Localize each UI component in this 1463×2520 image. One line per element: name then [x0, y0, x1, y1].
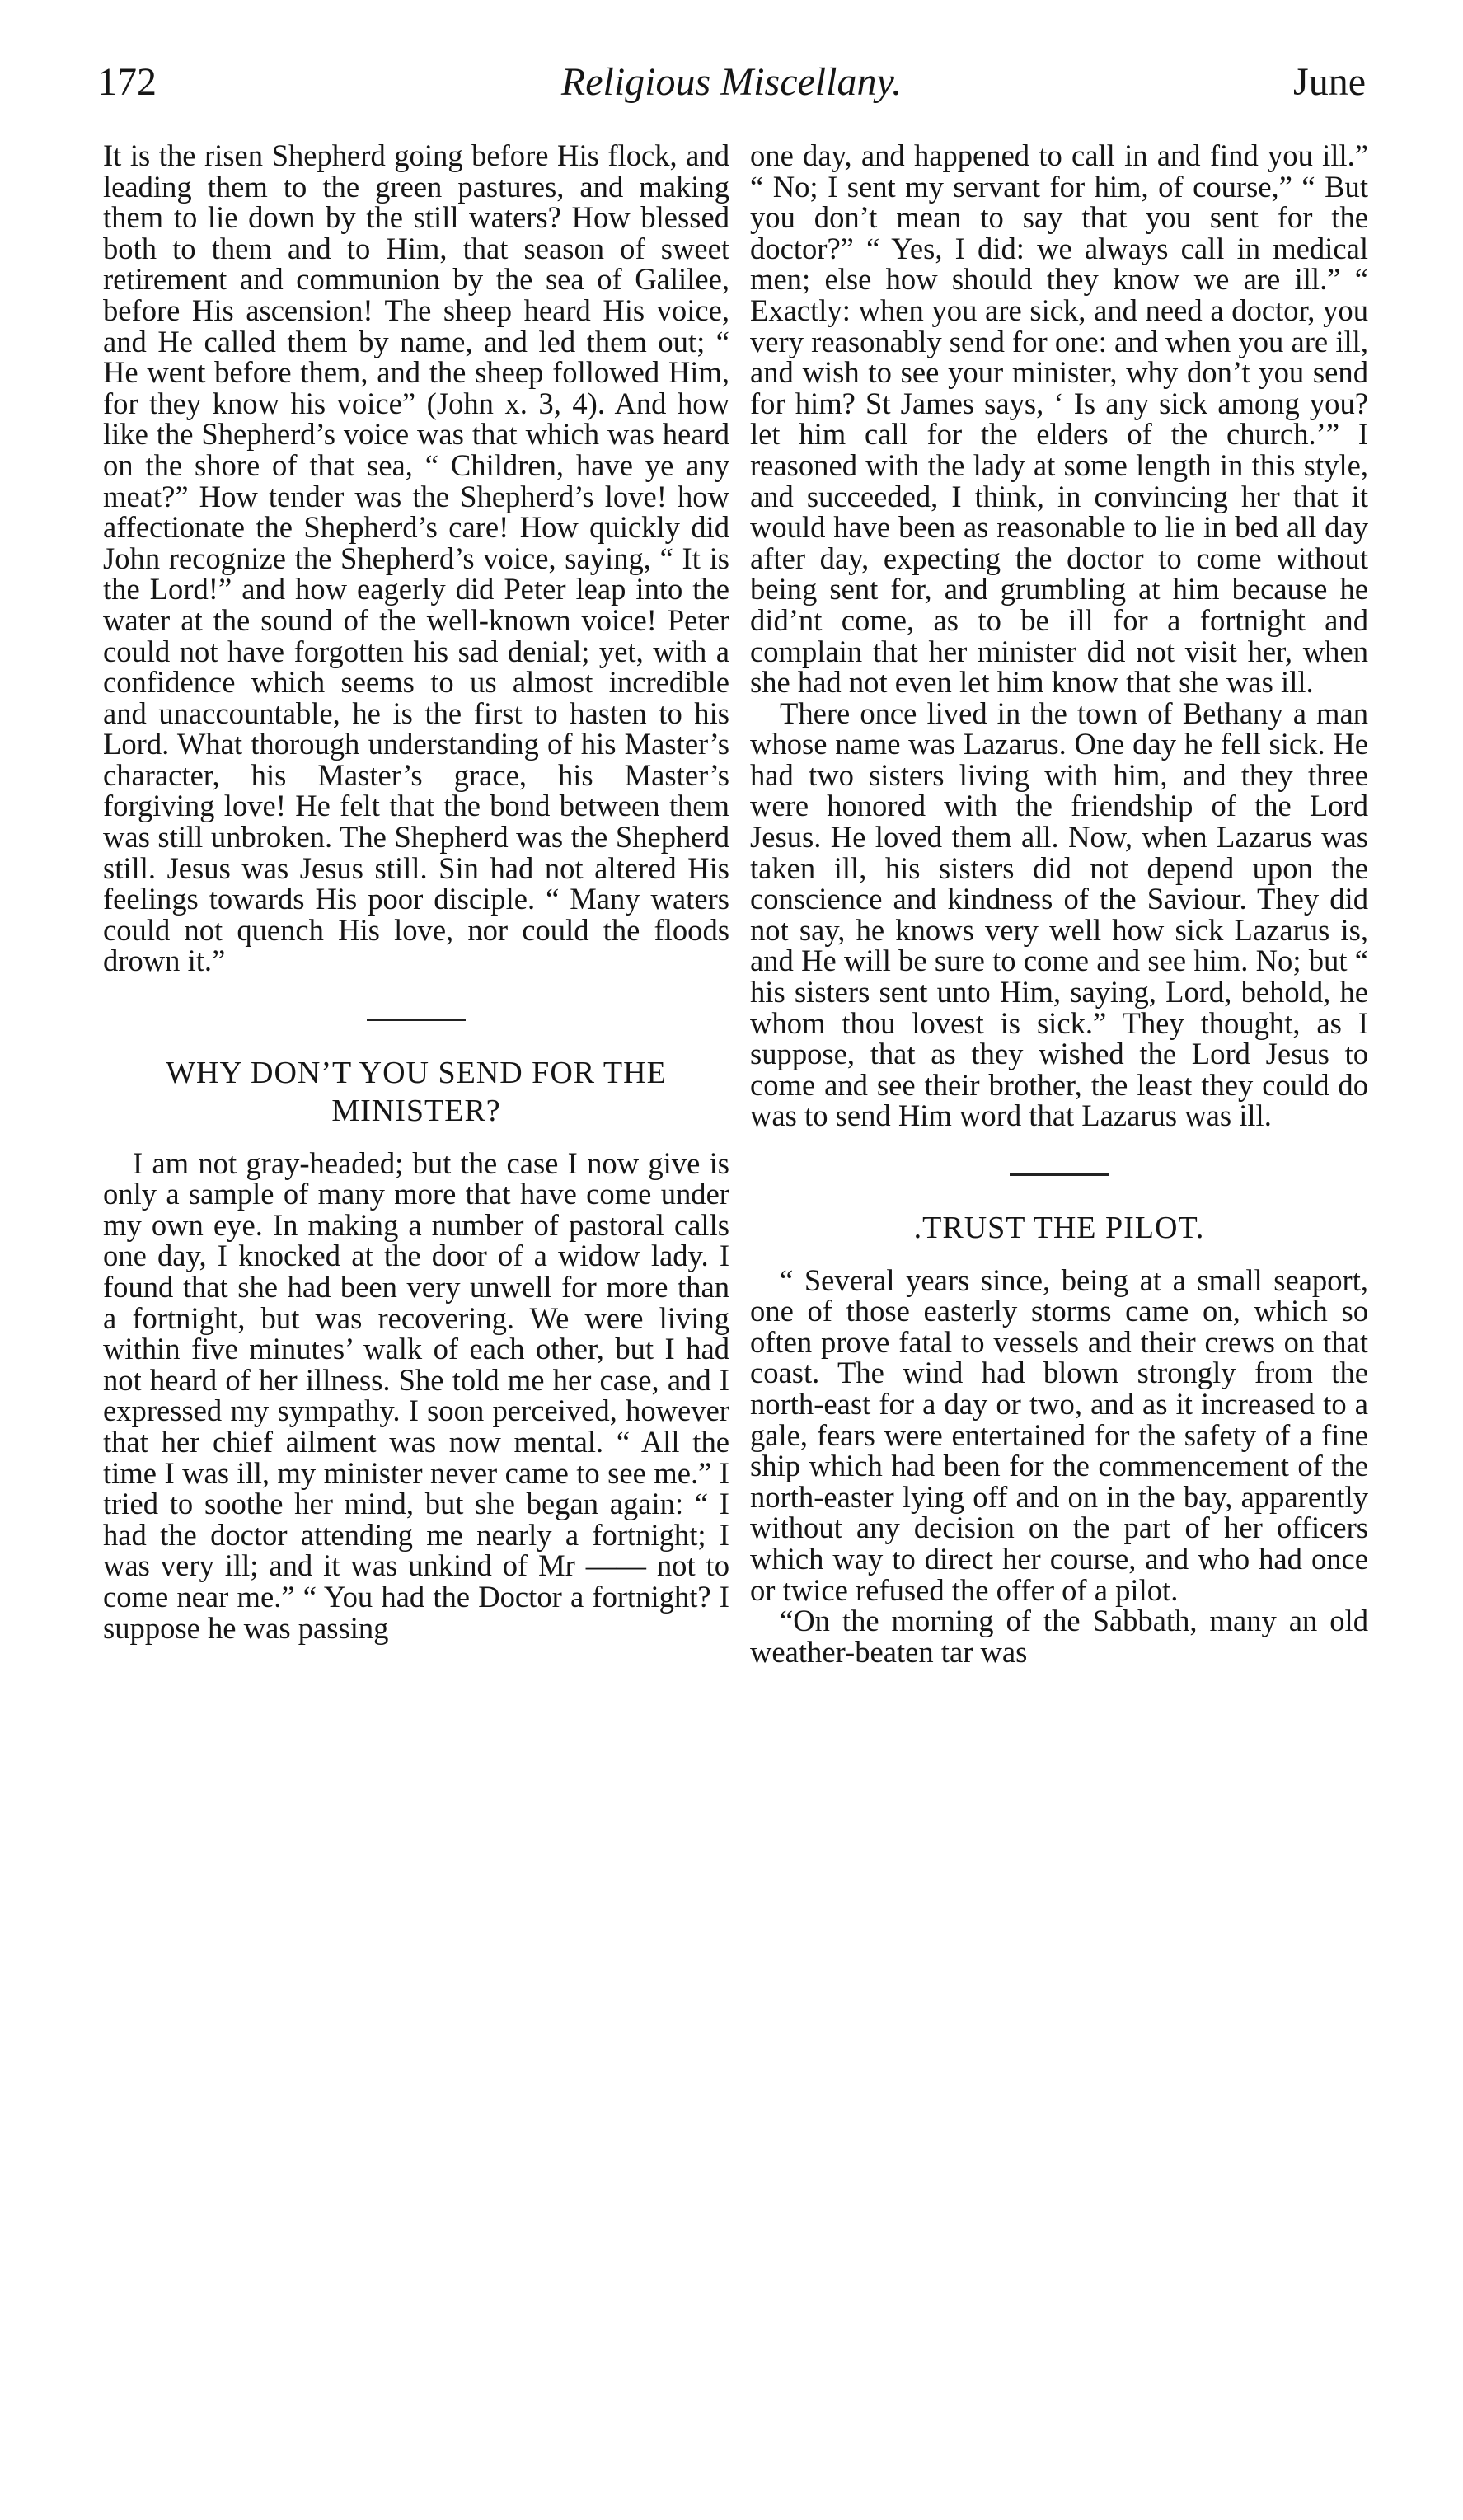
issue-month: June: [1293, 60, 1366, 104]
continued-paragraph: one day, and happened to call in and find you ill.” “ No; I sent my servant for him, of course,” “ But you don’t mean to say that you sent for the doctor?” “ Yes, I did: we always call in medical men; else how should they know we are ill.” “ Exactly: when you are sick, and need a doctor, you very reasonably send for one: and when you are ill, and wish to see your minister, why don’t you send for him? St James says, ‘ Is any sick among you? let him call for the elders of the church.’” I reasoned with the lady at some length in this style, and succeeded, I think, in convincing her that it would have been as reasonable to lie in bed all day after day, expecting the doctor to come without being sent for, and grumbling at him because he did’nt come, as to be ill for a fortnight and complain that her minister did not visit her, when she had not even let him know that she was ill.: [750, 138, 1368, 700]
divider-rule: [367, 1019, 466, 1021]
minister-paragraph: I am not gray-headed; but the case I now give is only a sample of many more that have come under my own eye. In making a number of pastoral calls one day, I knocked at the door of a widow lady. I found that she had been very unwell for more than a fortnight, but was recovering. We were living within five minutes’ walk of each other, but I had not heard of her illness. She told me her case, and I expressed my sympathy. I soon perceived, however that her chief ailment was now mental. “ All the time I was ill, my minister never came to see me.” I tried to soothe her mind, but she began again: “ I had the doctor attending me nearly a fortnight; I was very ill; and it was unkind of Mr —— not to come near me.” “ You had the Doctor a fortnight? I suppose he was passing: [103, 1145, 729, 1645]
article-heading-minister: WHY DON’T YOU SEND FOR THE MINISTER?: [166, 1055, 667, 1128]
article-heading-pilot: .TRUST THE PILOT.: [913, 1210, 1205, 1245]
running-head: [97, 49, 1366, 115]
pilot-paragraph: “ Several years since, being at a small seaport, one of those easterly storms came on, which so often prove fatal to vessels and their crews on that coast. The wind had blown strongly from the north-east for a day or two, and as it increased to a gale, fears were entertained for the safety of a fine ship which had been for the commencement of the north-easter lying off and on in the bay, apparently without any decision on the part of her officers which way to direct her course, and who had once or twice refused the offer of a pilot.: [750, 1262, 1368, 1607]
page-number: 172: [97, 60, 157, 104]
section-divider: [103, 1001, 729, 1033]
left-column: [103, 140, 729, 1643]
lazarus-paragraph: There once lived in the town of Bethany a man whose name was Lazarus. One day he fell sick. He had two sisters living with him, and they three were honored with the friendship of the Lord Jesus. He loved them all. Now, when Lazarus was taken ill, his sisters did not depend upon the conscience and kindness of the Saviour. They did not say, he knows very well how sick Lazarus is, and He will be sure to come and see him. No; but “ his sisters sent unto Him, saying, Lord, behold, he whom thou lovest is sick.” They thought, as I suppose, that as they wished the Lord Jesus to come and see their brother, the least they could do was to send Him word that Lazarus was ill.: [750, 696, 1368, 1133]
section-divider: [750, 1156, 1368, 1187]
opening-paragraph: It is the risen Shepherd going before His flock, and leading them to the green pastures, and making them to lie down by the still waters? How blessed both to them and to Him, that season of sweet retirement and communion by the sea of Galilee, before His ascension! The sheep heard His voice, and He called them by name, and led them out; “ He went before them, and the sheep followed Him, for they know his voice” (John x. 3, 4). And how like the Shepherd’s voice was that which was heard on the shore of that sea, “ Children, have ye any meat?” How tender was the Shepherd’s love! how affectionate the Shepherd’s care! How quickly did John recognize the Shepherd’s voice, saying, “ It is the Lord!” and how eagerly did Peter leap into the water at the sound of the well-known voice! Peter could not have forgotten his sad denial; yet, with a confidence which seems to us almost incredible and unaccountable, he is the first to hasten to his Lord. What thorough understanding of his Master’s character, his Master’s grace, his Master’s forgiving love! He felt that the bond between them was still unbroken. The Shepherd was the Shepherd still. Jesus was Jesus still. Sin had not altered His feelings towards His poor disciple. “ Many waters could not quench His love, nor could the floods drown it.”: [103, 138, 729, 978]
journal-title: Religious Miscellany.: [560, 60, 903, 104]
right-column: [750, 140, 1368, 1667]
pilot-paragraph-continued: “On the morning of the Sabbath, many an old weather-beaten tar was: [750, 1604, 1368, 1669]
divider-rule: [1010, 1173, 1109, 1176]
